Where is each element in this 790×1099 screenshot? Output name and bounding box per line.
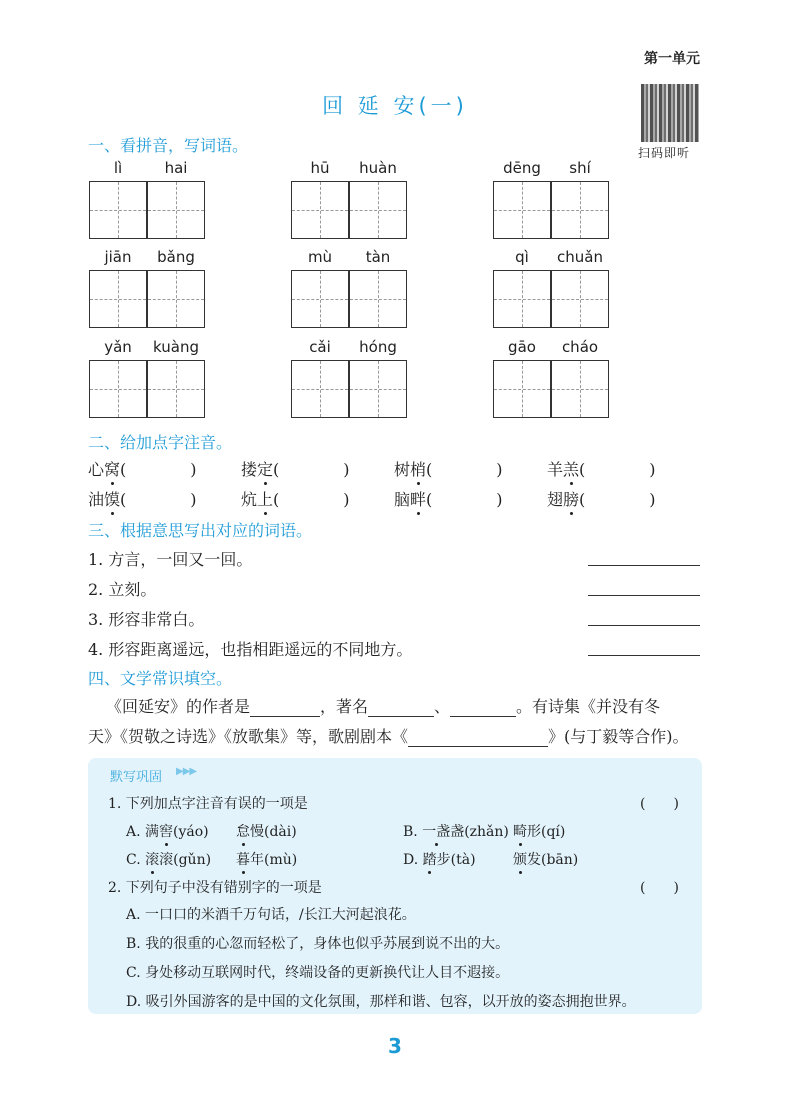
writing-box[interactable] — [493, 360, 551, 418]
annotate-item — [241, 457, 350, 480]
answer-paren[interactable]: ( ) — [426, 490, 503, 509]
answer-line[interactable] — [588, 625, 700, 626]
answer-line[interactable] — [588, 595, 700, 596]
q2-option[interactable]: A. 一口口的米酒千万句话，/长江大河起浪花。 — [126, 907, 416, 923]
page-title: 回 延 安(一) — [322, 94, 468, 118]
text: 。有诗集《并没有冬 — [516, 697, 661, 716]
answer-line[interactable] — [588, 565, 700, 566]
q2-option[interactable]: C. 身处移动互联网时代，终端设备的更新换代让人目不遐接。 — [126, 965, 510, 981]
dotted-char: 上 — [257, 487, 273, 510]
annotate-item — [88, 487, 197, 510]
dotted-char: 畔 — [410, 487, 426, 510]
pinyin: hai — [164, 159, 188, 177]
pinyin: gāo — [508, 338, 536, 356]
q2-answer[interactable]: ( ) — [640, 880, 679, 896]
pinyin: hū — [310, 159, 330, 177]
section4-heading: 四、文学常识填空。 — [88, 669, 233, 688]
dotted-char: 定 — [257, 457, 273, 480]
q2: 2. 下列句子中没有错别字的一项是 — [108, 880, 322, 896]
pinyin: (bān) — [541, 852, 579, 868]
dotted-char: 馍 — [104, 487, 120, 510]
answer-line[interactable] — [588, 655, 700, 656]
writing-box[interactable] — [147, 360, 205, 418]
q1-answer[interactable]: ( ) — [640, 796, 679, 812]
answer-paren[interactable]: ( ) — [273, 460, 350, 479]
definition-item: 4. 形容距离遥远，也指相距遥远的不同地方。 — [88, 640, 413, 659]
text: 》(与丁毅等合作)。 — [548, 727, 689, 746]
blank-title2[interactable] — [450, 699, 516, 717]
section4-line2 — [88, 724, 689, 747]
dotted-char: 颁 — [513, 849, 527, 869]
pinyin: mù — [307, 248, 333, 266]
unit-label: 第一单元 — [644, 51, 700, 67]
annotate-item — [547, 457, 656, 480]
writing-box[interactable] — [147, 270, 205, 328]
writing-box[interactable] — [551, 181, 609, 239]
text: ，著名 — [320, 697, 369, 716]
text: 天》《贺敬之诗选》《放歌集》等，歌剧剧本《 — [88, 727, 409, 746]
dotted-char: 梢 — [410, 457, 426, 480]
char: 形 — [527, 824, 541, 840]
writing-box[interactable] — [551, 270, 609, 328]
writing-box[interactable] — [291, 270, 349, 328]
dotted-char: 踏 — [423, 849, 437, 869]
definition-item: 2. 立刻。 — [88, 580, 157, 599]
pinyin: (yáo) — [173, 824, 209, 840]
pinyin: qì — [515, 248, 529, 266]
writing-box[interactable] — [291, 360, 349, 418]
q2-option[interactable]: D. 吸引外国游客的是中国的文化氛围，那样和谐、包容，以开放的姿态拥抱世界。 — [126, 994, 636, 1010]
q1-option[interactable] — [126, 849, 211, 869]
section3-heading: 三、根据意思写出对应的词语。 — [88, 521, 313, 540]
char: 年 — [250, 852, 264, 868]
q1-option[interactable] — [403, 821, 509, 841]
option-label: C. — [126, 852, 141, 868]
char: 脑 — [394, 490, 411, 509]
writing-box[interactable] — [551, 360, 609, 418]
char: 发 — [527, 852, 541, 868]
annotate-item — [88, 457, 197, 480]
char: 满 — [145, 824, 160, 840]
pinyin: lì — [113, 159, 123, 177]
pinyin: yǎn — [104, 338, 132, 356]
definition-item: 1. 方言，一回又一回。 — [88, 550, 253, 569]
pinyin: cǎi — [309, 338, 331, 356]
annotate-item — [394, 487, 503, 510]
q1-option-word2 — [513, 821, 565, 841]
writing-box[interactable] — [349, 181, 407, 239]
answer-paren[interactable]: ( ) — [120, 460, 197, 479]
pinyin: (qí) — [541, 824, 566, 840]
q1-option-word2 — [236, 821, 297, 841]
q1: 1. 下列加点字注音有误的一项是 — [108, 796, 308, 812]
pinyin: tàn — [365, 248, 391, 266]
writing-box[interactable] — [89, 360, 147, 418]
writing-box[interactable] — [349, 360, 407, 418]
section1-heading: 一、看拼音，写词语。 — [88, 136, 249, 155]
arrows-icon: ▶▶▶ — [176, 766, 197, 777]
char: 慢 — [250, 824, 264, 840]
text: 、 — [434, 697, 451, 716]
pinyin: chuǎn — [557, 248, 603, 266]
section2-heading: 二、给加点字注音。 — [88, 433, 233, 452]
char: 步 — [436, 852, 451, 868]
q2-option[interactable]: B. 我的很重的心忽而轻松了，身体也似乎苏展到说不出的大。 — [126, 936, 510, 952]
writing-box[interactable] — [349, 270, 407, 328]
pinyin: (mù) — [264, 852, 298, 868]
pinyin: bǎng — [157, 248, 195, 266]
dotted-char: 膀 — [563, 487, 579, 510]
pinyin: (gǔn) — [173, 852, 212, 868]
section4-line1 — [106, 694, 660, 717]
pinyin: shí — [569, 159, 591, 177]
writing-box[interactable] — [89, 270, 147, 328]
dotted-char: 暮 — [236, 849, 250, 869]
pinyin: (tà) — [450, 852, 476, 868]
dotted-char: 羔 — [563, 457, 579, 480]
char: 树 — [394, 460, 411, 479]
answer-paren[interactable]: ( ) — [120, 490, 197, 509]
q1-option[interactable] — [403, 849, 476, 869]
pinyin: jiān — [104, 248, 132, 266]
panel-title: 默写巩固 — [110, 770, 163, 785]
writing-box[interactable] — [147, 181, 205, 239]
writing-box[interactable] — [89, 181, 147, 239]
answer-paren[interactable]: ( ) — [273, 490, 350, 509]
q1-option-word2 — [513, 849, 578, 869]
option-label: A. — [126, 824, 141, 840]
writing-box[interactable] — [493, 181, 551, 239]
char: 搂 — [241, 460, 258, 479]
pinyin: (dài) — [264, 824, 297, 840]
pinyin: (zhǎn) — [464, 824, 509, 840]
pinyin: dēng — [503, 159, 541, 177]
char: 油 — [88, 490, 105, 509]
option-label: B. — [403, 824, 418, 840]
q1-option[interactable] — [126, 821, 209, 841]
answer-paren[interactable]: ( ) — [579, 490, 656, 509]
annotate-item — [547, 487, 656, 510]
qr-label: 扫码即听 — [638, 146, 691, 160]
char: 滚 — [159, 852, 174, 868]
annotate-item — [241, 487, 350, 510]
writing-box[interactable] — [291, 181, 349, 239]
dotted-char: 滚 — [145, 849, 159, 869]
answer-paren[interactable]: ( ) — [426, 460, 503, 479]
annotate-item — [394, 457, 503, 480]
dotted-char: 怠 — [236, 821, 250, 841]
char: 炕 — [241, 490, 258, 509]
blank-opera[interactable] — [408, 729, 548, 747]
pinyin: huàn — [359, 159, 397, 177]
char: 盏 — [450, 824, 465, 840]
writing-box[interactable] — [493, 270, 551, 328]
pinyin: hóng — [359, 338, 397, 356]
answer-paren[interactable]: ( ) — [579, 460, 656, 479]
pinyin: kuàng — [153, 338, 199, 356]
option-label: D. — [403, 852, 419, 868]
page-number: 3 — [388, 1034, 402, 1058]
q1-option-word2 — [236, 849, 297, 869]
char: 羊 — [547, 460, 564, 479]
dotted-char: 畸 — [513, 821, 527, 841]
char: 翅 — [547, 490, 564, 509]
dotted-char: 窝 — [104, 457, 120, 480]
dotted-char: 窖 — [159, 821, 173, 841]
definition-item: 3. 形容非常白。 — [88, 610, 205, 629]
text: 《回延安》的作者是 — [106, 697, 251, 716]
pinyin: cháo — [561, 338, 599, 356]
blank-author[interactable] — [250, 699, 320, 717]
char: 心 — [88, 460, 105, 479]
blank-title1[interactable] — [368, 699, 434, 717]
dotted-char: 一盏 — [422, 821, 450, 841]
